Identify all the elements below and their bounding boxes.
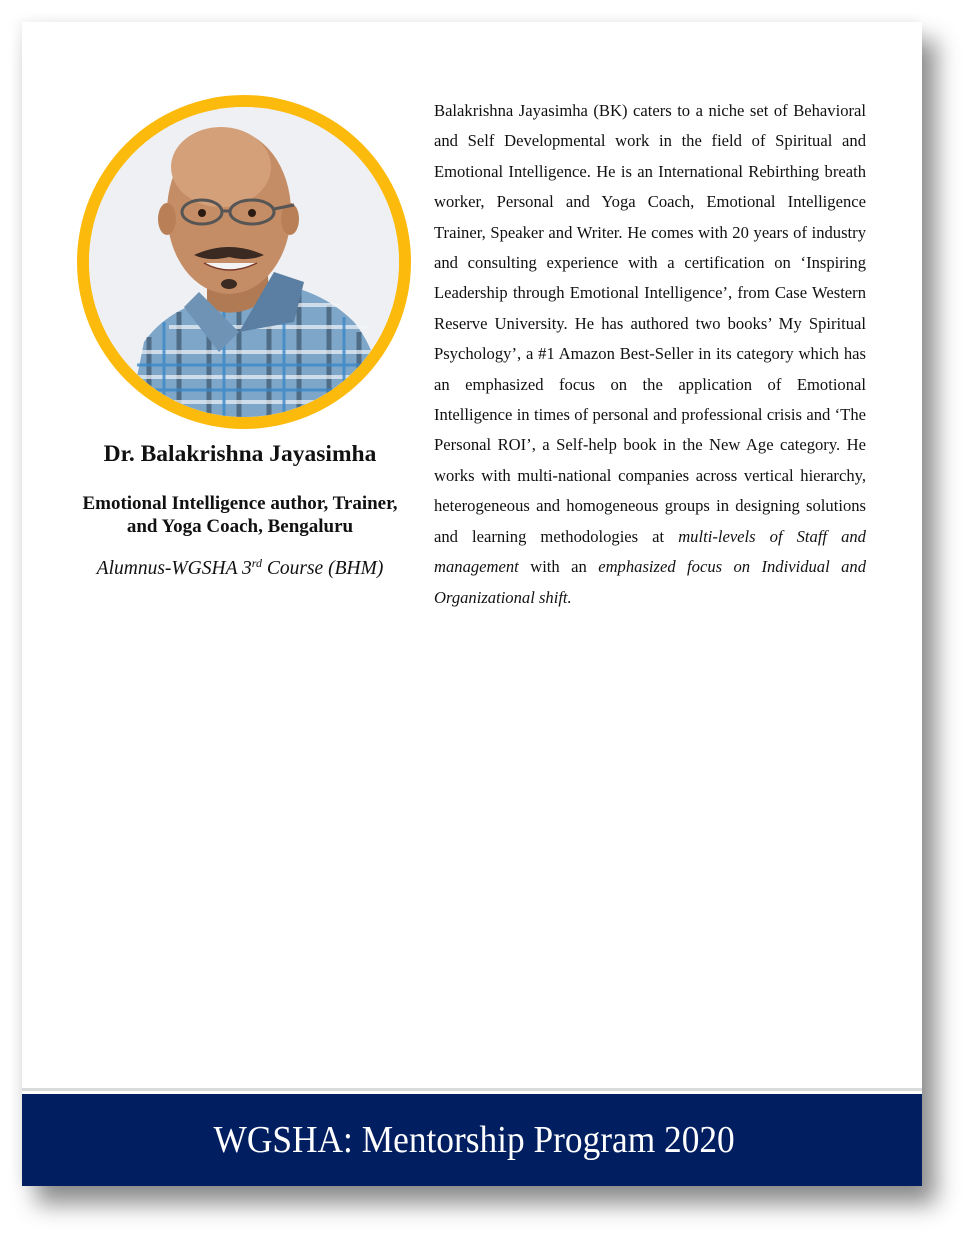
portrait-illustration (89, 107, 399, 417)
alumnus-info (42, 558, 438, 580)
profile-photo-ring (77, 95, 411, 429)
profile-photo (89, 107, 399, 417)
bio-text-connector: with an (518, 557, 599, 577)
footer-divider (22, 1088, 922, 1091)
biography-paragraph (434, 96, 866, 613)
footer-banner (22, 1094, 922, 1186)
bio-text-main: Balakrishna Jayasimha (BK) caters to a niche set of Behavioral and Self Developmental work in the field of Spiritual and Emotional Intelligence. He is an International Rebirthing breath worker, Personal and Yoga Coach, Emotional Intelligence Trainer, Speaker and Writer. He comes with 20 years of industry and consulting experience with a certification on ‘Inspiring Leadership through Emotional Intelligence’, from Case Western Reserve University. He has authored two books’ My Spiritual Psychology’, a #1 Amazon Best-Seller in its category which has an emphasized focus on the application of Emotional Intelligence in times of personal and professional crisis and ‘The Personal ROI’, a Self-help book in the New Age category. He works with multi-national companies across vertical hierarchy, heterogeneous and homogeneous groups in designing solutions and learning methodologies at (434, 101, 866, 546)
profile-name: Dr. Balakrishna Jayasimha (103, 441, 377, 467)
document-page (22, 22, 922, 1186)
bio-italic-levels: multi-levels of Staff and management (434, 526, 866, 577)
profile-role (42, 492, 438, 538)
alumnus-prefix: Alumnus-WGSHA 3 (96, 558, 252, 579)
bio-italic-focus: emphasized focus on Individual and Organizational shift. (434, 557, 866, 607)
alumnus-suffix: Course (BHM) (262, 558, 384, 579)
alumnus-ordinal-suffix: rd (251, 556, 262, 570)
profile-role-line2: and Yoga Coach, Bengaluru (126, 516, 354, 537)
footer-title: WGSHA: Mentorship Program 2020 (213, 1119, 735, 1161)
profile-role-line1: Emotional Intelligence author, Trainer, (82, 493, 398, 514)
